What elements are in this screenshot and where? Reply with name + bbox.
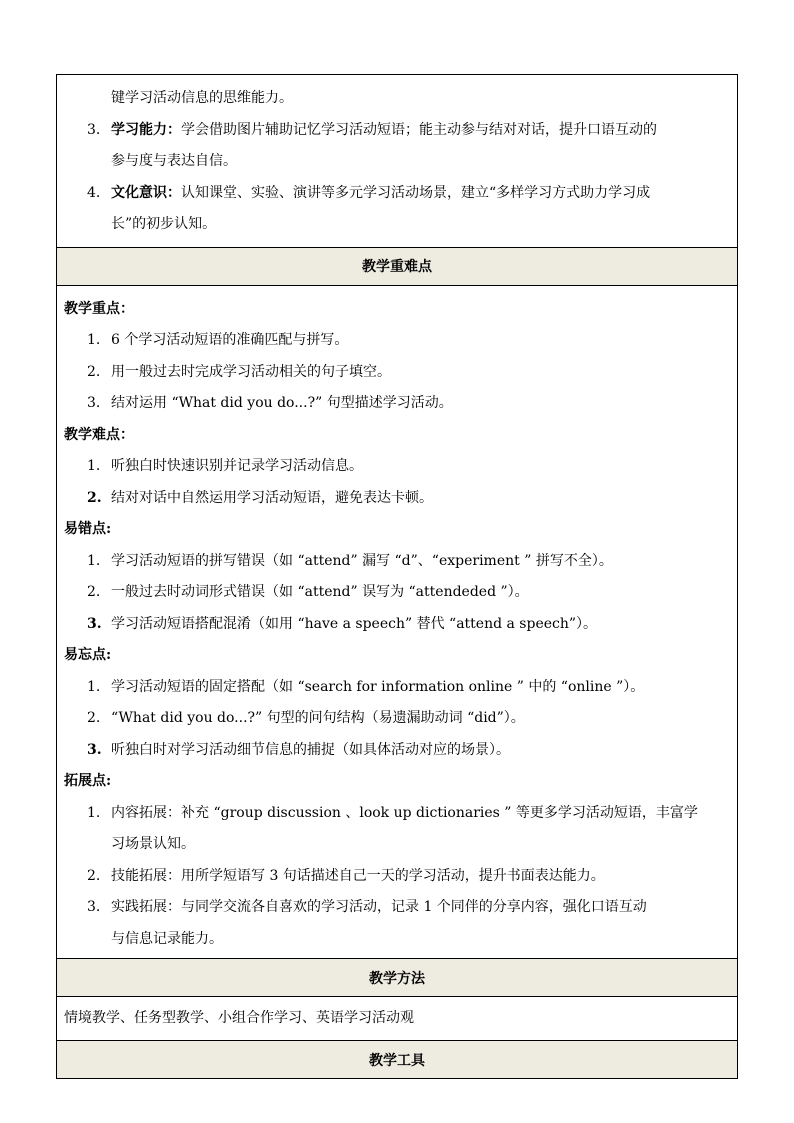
- difficult-point-item: [57, 451, 737, 483]
- key-point-item: [57, 388, 737, 420]
- difficult-points-label: 教学难点：: [64, 426, 134, 443]
- objective-text: 认知课堂、实验、演讲等多元学习活动场景，建立“多样学习方式助力学习成: [181, 184, 651, 201]
- objectives-continuation: 键学习活动信息的思维能力。: [111, 90, 293, 106]
- item-text: 技能拓展：用所学短语写 3 句话描述自己一天的学习活动，提升书面表达能力。: [111, 867, 605, 884]
- item-text: 一般过去时动词形式错误（如 “attend” 误写为 “attendeded ”）。: [111, 584, 529, 600]
- extension-item: [57, 892, 737, 924]
- objective-number: 3.: [87, 121, 101, 138]
- extension-item: [57, 798, 737, 830]
- item-number: 2.: [87, 867, 101, 884]
- item-number: 3.: [87, 615, 102, 632]
- item-text: 6 个学习活动短语的准确匹配与拼写。: [111, 332, 349, 348]
- item-text: 用一般过去时完成学习活动相关的句子填空。: [111, 363, 391, 380]
- extension-item-continued: 与信息记录能力。: [111, 930, 223, 947]
- item-text: 结对对话中自然运用学习活动短语，避免表达卡顿。: [111, 489, 433, 506]
- item-number: 1.: [87, 678, 101, 695]
- objective-text: 学会借助图片辅助记忆学习活动短语；能主动参与结对对话，提升口语互动的: [181, 121, 657, 138]
- item-text: 实践拓展：与同学交流各自喜欢的学习活动，记录 1 个同伴的分享内容，强化口语互动: [111, 899, 647, 915]
- error-prone-label: 易错点:: [64, 521, 112, 537]
- item-number: 2.: [87, 710, 101, 726]
- objective-text-continued: 长”的初步认知。: [111, 216, 217, 232]
- key-point-item: [57, 325, 737, 357]
- extension-label: 拓展点:: [64, 773, 112, 789]
- item-number: 1.: [87, 458, 101, 474]
- objective-item-3: [57, 115, 737, 147]
- item-number: 3.: [87, 899, 101, 915]
- error-prone-item: [57, 577, 737, 609]
- difficult-point-item: [57, 483, 737, 515]
- item-number: 1.: [87, 332, 101, 348]
- item-number: 2.: [87, 489, 102, 506]
- item-text: 学习活动短语的固定搭配（如 “search for information online ” 中的 “online ”）。: [111, 678, 645, 695]
- item-number: 2.: [87, 584, 101, 600]
- item-text: 学习活动短语搭配混淆（如用 “have a speech” 替代 “attend a speech”）。: [111, 615, 598, 632]
- tools-header-row: [57, 1041, 738, 1079]
- lesson-plan-table: [56, 74, 738, 1079]
- methods-row: [57, 997, 738, 1041]
- item-number: 3.: [87, 741, 102, 758]
- item-text: 听独白时对学习活动细节信息的捕捉（如具体活动对应的场景）。: [111, 741, 510, 758]
- item-text: 结对运用 “What did you do...?” 句型描述学习活动。: [111, 395, 453, 411]
- item-number: 1.: [87, 552, 101, 569]
- item-text: 内容拓展：补充 “group discussion 、look up dictionaries ” 等更多学习活动短语，丰富学: [111, 804, 698, 821]
- item-text: 学习活动短语的拼写错误（如 “attend” 漏写 “d”、“experiment ” 拼写不全）。: [111, 552, 613, 569]
- objectives-cell: [57, 75, 738, 248]
- objective-label: 文化意识：: [111, 184, 181, 201]
- section-title-tools: 教学工具: [57, 1041, 738, 1079]
- key-difficult-header-row: [57, 247, 738, 285]
- item-number: 2.: [87, 363, 101, 380]
- error-prone-item: [57, 609, 737, 641]
- key-difficult-cell: [57, 285, 738, 959]
- key-difficult-row: [57, 285, 738, 959]
- objective-number: 4.: [87, 184, 101, 201]
- objective-item-4: [57, 178, 737, 210]
- section-title-key-difficult: 教学重难点: [57, 247, 738, 285]
- methods-content: 情境教学、任务型教学、小组合作学习、英语学习活动观: [64, 1010, 414, 1026]
- easy-forget-label: 易忘点:: [64, 647, 112, 663]
- easy-forget-item: [57, 703, 737, 735]
- easy-forget-item: [57, 672, 737, 704]
- methods-cell: [57, 997, 738, 1041]
- extension-item: [57, 861, 737, 893]
- item-number: 3.: [87, 395, 101, 411]
- easy-forget-item: [57, 735, 737, 767]
- objective-label: 学习能力：: [111, 121, 181, 138]
- key-points-label: 教学重点：: [64, 300, 134, 317]
- key-point-item: [57, 357, 737, 389]
- extension-item-continued: 习场景认知。: [111, 836, 195, 852]
- objective-text-continued: 参与度与表达自信。: [111, 153, 237, 169]
- error-prone-item: [57, 546, 737, 578]
- methods-header-row: [57, 959, 738, 997]
- item-text: “What did you do...?” 句型的问句结构（易遗漏助动词 “did”）。: [111, 710, 525, 726]
- objectives-row: [57, 75, 738, 248]
- item-number: 1.: [87, 804, 101, 821]
- section-title-methods: 教学方法: [57, 959, 738, 997]
- item-text: 听独白时快速识别并记录学习活动信息。: [111, 458, 363, 474]
